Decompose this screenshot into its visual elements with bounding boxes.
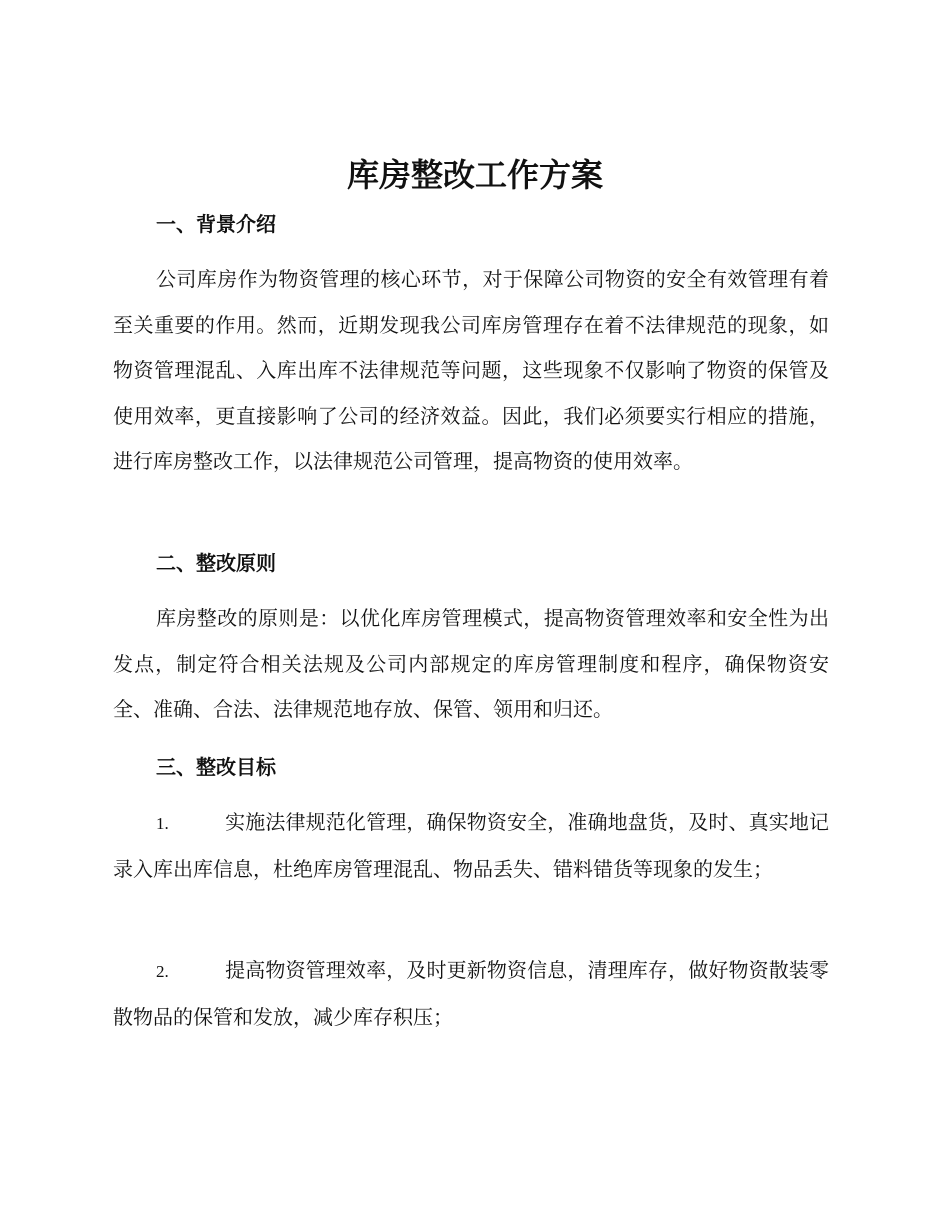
list-item bbox=[113, 948, 829, 1040]
list-item-text: 实施法律规范化管理，确保物资安全，准确地盘货，及时、真实地记录入库出库信息，杜绝库房管理混乱、物品丢失、错料错货等现象的发生； bbox=[113, 810, 829, 881]
list-item-number: 1. bbox=[156, 814, 169, 833]
list-item-text: 提高物资管理效率，及时更新物资信息，清理库存，做好物资散装零散物品的保管和发放，减少库存积压； bbox=[113, 958, 829, 1029]
document-title: 库房整改工作方案 bbox=[346, 156, 603, 194]
section-paragraph-background: 公司库房作为物资管理的核心环节，对于保障公司物资的安全有效管理有着至关重要的作用。然而，近期发现我公司库房管理存在着不法律规范的现象，如物资管理混乱、入库出库不法律规范等问题，这些现象不仅影响了物资的保管及使用效率，更直接影响了公司的经济效益。因此，我们必须要实行相应的措施，进行库房整改工作，以法律规范公司管理，提高物资的使用效率。 bbox=[113, 267, 829, 473]
section-heading-background: 一、背景介绍 bbox=[156, 212, 276, 236]
section-heading-goals: 三、整改目标 bbox=[156, 755, 276, 779]
section-heading-principles: 二、整改原则 bbox=[156, 551, 276, 575]
list-item-number: 2. bbox=[156, 962, 169, 981]
section-paragraph-principles: 库房整改的原则是：以优化库房管理模式，提高物资管理效率和安全性为出发点，制定符合相关法规及公司内部规定的库房管理制度和程序，确保物资安全、准确、合法、法律规范地存放、保管、领用和归还。 bbox=[113, 606, 829, 721]
list-item bbox=[113, 800, 829, 892]
